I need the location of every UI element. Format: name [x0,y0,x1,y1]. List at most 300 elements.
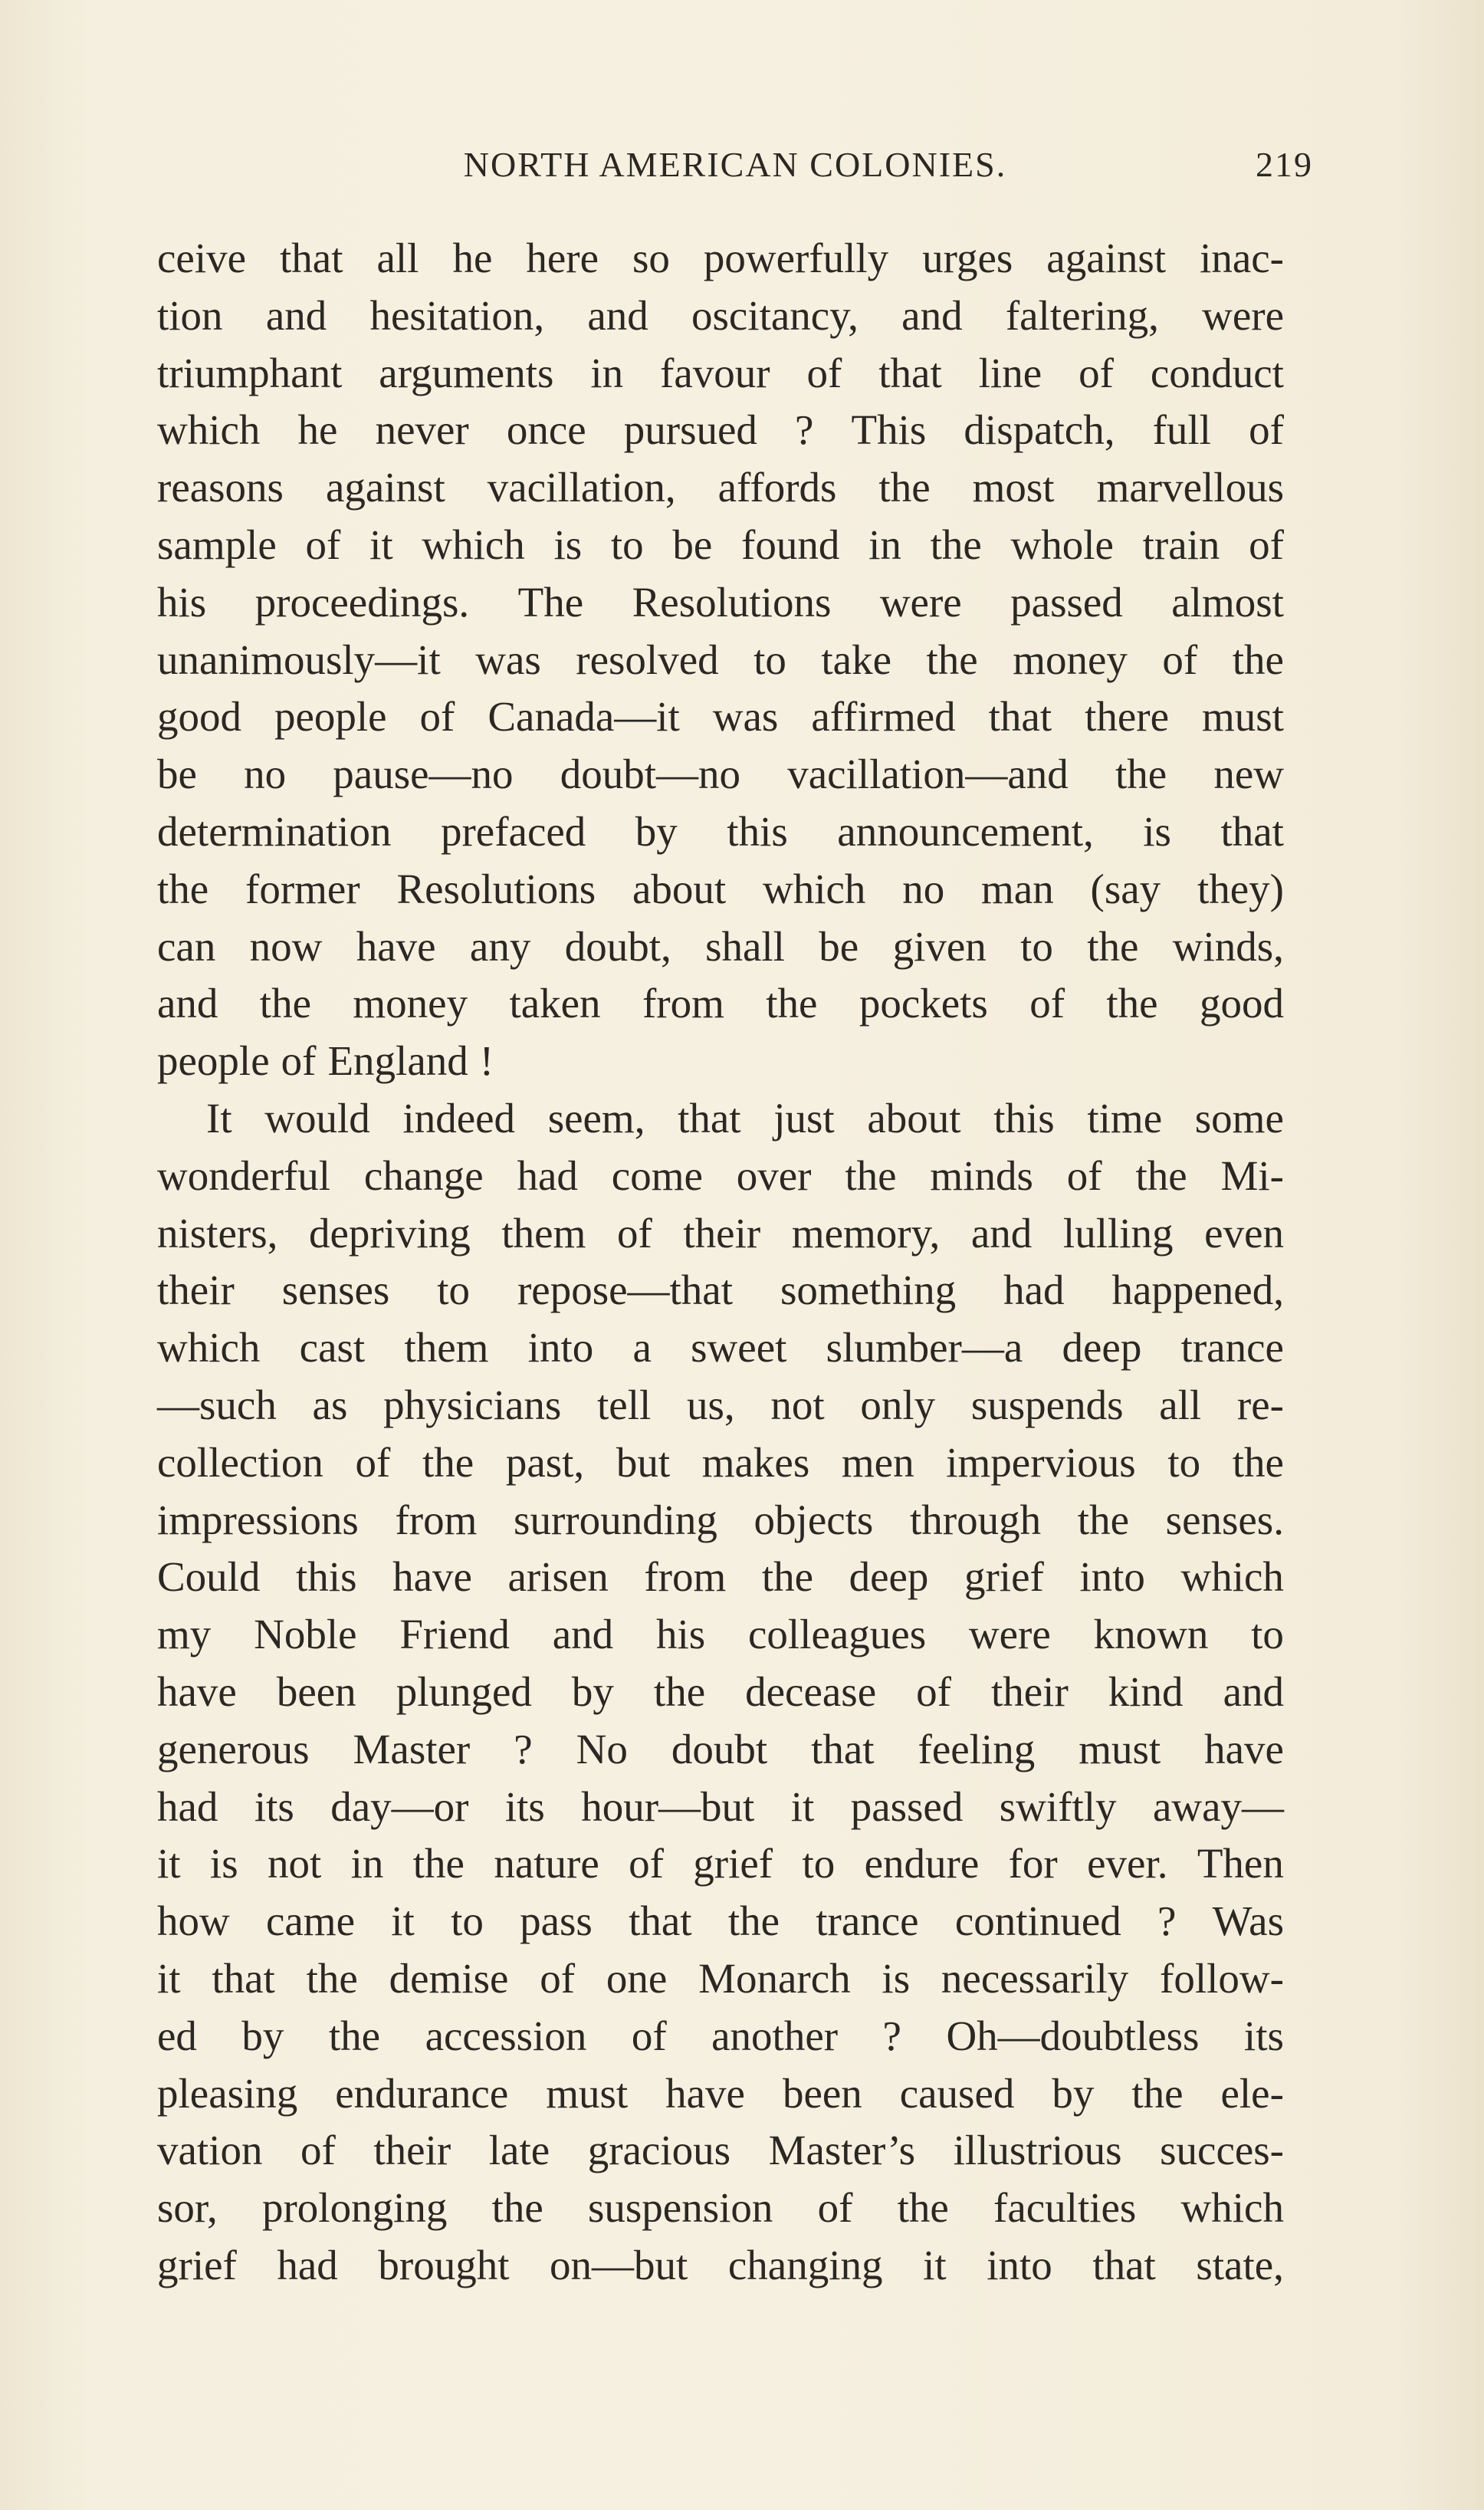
word: dispatch, [964,406,1115,454]
word: be [819,922,859,970]
text-line [157,1664,1284,1721]
word: must [1201,693,1284,741]
word: something [780,1266,957,1314]
word: shall [705,922,785,970]
word: no [902,865,945,912]
word: man [981,865,1054,912]
text-line [157,861,1284,918]
running-head [157,144,1313,198]
word: have [157,1667,237,1715]
word: all [1159,1381,1202,1428]
word: reasons [157,464,284,511]
word: the [1087,922,1139,970]
word: have [1204,1725,1284,1772]
word: former [245,865,360,912]
word: was [475,636,541,683]
text-line [157,287,1284,345]
word: the [412,1840,465,1887]
word: hour—but [581,1782,755,1830]
word: makes [701,1438,810,1486]
word: to [1251,1611,1284,1658]
word: senses. [1165,1496,1284,1543]
word: faltering, [1005,291,1159,339]
word: urges [922,235,1013,281]
word: into [1079,1553,1145,1601]
word: was [712,693,779,741]
word: only [860,1381,936,1428]
word: (say [1090,865,1161,912]
word: us, [687,1381,735,1428]
word: generous [157,1725,310,1772]
word: the [766,980,818,1027]
word: passed [1010,578,1123,626]
word: the [926,636,978,683]
word: prolonging [261,2184,448,2232]
word: almost [1171,578,1284,626]
word: the [653,1667,706,1715]
word: their [373,2127,451,2174]
word: Master’s [768,2127,916,2174]
word: train [1142,521,1220,568]
word: its [254,1782,294,1830]
word: doubt, [564,922,671,970]
word: by [1052,2069,1095,2117]
word: pass [520,1897,593,1945]
word: to [437,1266,471,1314]
word: here [526,235,599,281]
word: against [1046,235,1167,281]
word: the [491,2184,543,2232]
word: this [296,1553,357,1601]
word: Could [157,1553,261,1601]
word: Oh—doubtless [946,2012,1200,2059]
word: ! [479,1037,494,1085]
word: brought [378,2241,510,2288]
word: had [157,1782,218,1830]
word: Canada—it [488,693,680,741]
word: can [157,922,216,970]
word: pursued [623,406,757,454]
word: arguments [379,349,554,396]
word: and [265,291,327,339]
word: that [988,693,1052,741]
word: all [376,235,419,281]
word: of [300,2127,336,2174]
word: be [672,521,713,568]
text-line [157,918,1284,976]
word: of [806,349,842,396]
word: collection [157,1438,323,1486]
word: good [157,693,241,741]
word: illustrious [953,2127,1122,2174]
word: no [244,751,287,798]
word: the [1115,751,1167,798]
word: which [422,521,525,568]
word: just [773,1094,835,1142]
word: even [1204,1209,1284,1257]
word: his [655,1611,706,1658]
word: is [882,1954,911,2002]
word: come [611,1152,703,1199]
word: have [392,1553,472,1601]
word: of [817,2184,853,2232]
word: and [901,291,963,339]
word: nature [494,1840,599,1887]
text-line [157,574,1284,632]
word: never [375,406,469,454]
word: but [616,1438,671,1486]
word: a [632,1324,652,1372]
text-line [157,975,1284,1033]
word: away— [1152,1782,1284,1830]
word: came [265,1897,355,1945]
word: of [616,1209,652,1257]
word: them [501,1209,586,1257]
word: of [419,693,455,741]
word: some [1194,1094,1284,1142]
word: past, [505,1438,585,1486]
text-line [157,2122,1284,2180]
word: he [452,235,493,281]
word: of [629,1840,664,1887]
word: new [1213,751,1284,798]
word: and [970,1209,1033,1257]
page-number: 219 [1256,145,1313,184]
word: ? [514,1725,533,1772]
word: not [770,1381,825,1428]
word: is [553,521,583,568]
word: the [306,1954,358,2002]
word: trance [816,1897,919,1945]
word: of [281,1037,317,1085]
word: kind [1108,1667,1184,1715]
word: it [391,1897,415,1945]
word: which [1180,2184,1284,2232]
word: of [1162,636,1198,683]
word: the [1232,1438,1284,1486]
word: against [325,464,445,511]
word: is [209,1840,238,1887]
word: endurance [335,2069,509,2117]
word: by [241,2012,284,2059]
word: were [968,1611,1051,1658]
word: in [590,349,624,396]
word: to [610,521,644,568]
word: of [1066,1152,1102,1199]
word: they) [1197,865,1284,912]
word: and [552,1611,614,1658]
word: accession [425,2012,587,2059]
word: determination [157,807,392,855]
word: which [157,406,261,454]
word: Resolutions [632,578,832,626]
word: the [897,2184,949,2232]
word: Master [353,1725,471,1772]
word: people [274,693,387,741]
word: England [327,1037,468,1085]
word: people [157,1037,270,1085]
text-line [157,632,1284,689]
word: happened, [1111,1266,1284,1314]
word: the [845,1152,897,1199]
word: vacillation, [487,464,676,511]
text-line [157,1148,1284,1205]
text-line [157,1606,1284,1664]
word: once [506,406,586,454]
word: grief [157,2241,237,2288]
text-line [157,1205,1284,1263]
word: money [1013,636,1128,683]
word: doubt [671,1725,768,1772]
word: the [422,1438,474,1486]
word: the [328,2012,381,2059]
word: pleasing [157,2069,298,2117]
running-title: NORTH AMERICAN COLONIES. [463,145,1007,184]
word: whole [1010,521,1114,568]
text-line [157,2237,1284,2295]
word: deep [1062,1324,1142,1372]
word: money [353,980,468,1027]
word: that [678,1094,741,1142]
text-line [157,1835,1284,1893]
word: have [665,2069,745,2117]
word: the [1232,636,1284,683]
body-text [157,230,1284,2295]
word: of [355,1438,391,1486]
word: of [1249,521,1284,568]
word: Mi- [1220,1152,1284,1199]
word: from [642,980,724,1027]
text-line [157,1779,1284,1836]
word: his [157,578,207,626]
word: line [978,349,1042,396]
word: ever. [1087,1840,1168,1887]
word: and [587,291,648,339]
text-line [157,1090,1284,1148]
word: that [1092,2241,1156,2288]
text-line [157,1434,1284,1492]
word: of [540,1954,576,2002]
word: them [404,1324,489,1372]
word: in [868,521,901,568]
word: about [632,865,727,912]
word: that [629,1897,692,1945]
word: arisen [507,1553,609,1601]
word: ? [1157,1897,1177,1945]
word: deep [849,1553,929,1601]
text-line [157,2180,1284,2237]
word: seem, [547,1094,645,1142]
text-line [157,1262,1284,1319]
word: had [517,1152,578,1199]
word: pause—no [333,751,514,798]
word: any [469,922,531,970]
word: for [1008,1840,1058,1887]
word: were [1202,291,1284,339]
word: it [923,2241,947,2288]
word: affirmed [811,693,956,741]
word: senses [281,1266,390,1314]
word: taken [509,980,601,1027]
word: to [1020,922,1053,970]
word: by [635,807,678,855]
word: minds [930,1152,1033,1199]
word: nisters, [157,1209,278,1257]
word: by [571,1667,614,1715]
word: that [280,235,343,281]
word: unanimously—it [157,636,441,683]
word: affords [717,464,837,511]
word: in [350,1840,384,1887]
word: lulling [1062,1209,1174,1257]
word: resolved [576,636,719,683]
word: it [369,521,393,568]
word: favour [660,349,770,396]
word: now [249,922,323,970]
word: it [157,1954,181,2002]
word: of [1029,980,1065,1027]
word: had [1003,1266,1065,1314]
word: ? [882,2012,901,2059]
word: proceedings. [254,578,470,626]
word: suspension [587,2184,773,2232]
text-line [157,1377,1284,1434]
word: indeed [402,1094,516,1142]
word: state, [1196,2241,1284,2288]
word: No [576,1725,628,1772]
word: full [1152,406,1211,454]
word: Monarch [698,1954,851,2002]
word: plunged [396,1667,532,1715]
word: Friend [399,1611,510,1658]
word: into [527,1324,594,1372]
word: of [1249,406,1284,454]
word: necessarily [941,1954,1129,2002]
word: its [504,1782,545,1830]
word: prefaced [440,807,586,855]
word: colleagues [747,1611,927,1658]
word: about [867,1094,961,1142]
word: winds, [1172,922,1284,970]
word: follow- [1160,1954,1284,2002]
word: sweet [691,1324,787,1372]
word: doubt—no [560,751,740,798]
word: given [892,922,987,970]
word: suspends [970,1381,1124,1428]
word: their [157,1266,235,1314]
word: had [277,2241,338,2288]
word: ed [157,2012,197,2059]
word: must [546,2069,629,2117]
word: endure [864,1840,980,1887]
word: from [395,1496,478,1543]
word: repose—that [517,1266,733,1314]
text-line [157,1721,1284,1779]
word: Then [1197,1840,1284,1887]
word: known [1093,1611,1209,1658]
word: were [879,578,962,626]
word: sample [157,521,277,568]
word: impressions [157,1496,359,1543]
word: physicians [383,1381,562,1428]
text-line [157,459,1284,517]
word: the [930,521,982,568]
word: another [711,2012,839,2059]
word: from [644,1553,727,1601]
word: grief [693,1840,773,1887]
word: as [312,1381,348,1428]
word: memory, [791,1209,941,1257]
word: depriving [308,1209,471,1257]
word: and [157,980,218,1027]
text-line [157,1492,1284,1549]
word: their [990,1667,1069,1715]
word: it [790,1782,815,1830]
word: Noble [254,1611,357,1658]
word: caused [899,2069,1015,2117]
word: decease [745,1667,877,1715]
word: day—or [330,1782,469,1830]
word: swiftly [999,1782,1117,1830]
word: through [910,1496,1042,1543]
word: the [727,1897,780,1945]
text-line [157,230,1284,287]
word: been [782,2069,862,2117]
text-line [157,1549,1284,1606]
text-line [157,1033,1284,1090]
word: of [916,1667,951,1715]
word: ele- [1220,2069,1284,2117]
word: —such [157,1381,277,1428]
word: marvellous [1096,464,1284,511]
word: vacillation—and [787,751,1069,798]
word: there [1085,693,1169,741]
word: hesitation, [369,291,545,339]
word: succes- [1160,2127,1284,2174]
word: wonderful [157,1152,331,1199]
word: ceive [157,235,247,281]
word: how [157,1897,230,1945]
word: into [987,2241,1052,2288]
word: Resolutions [396,865,596,912]
word: ? [795,406,814,454]
word: time [1087,1094,1163,1142]
word: that [212,1954,275,2002]
word: changing [727,2241,883,2288]
word: surrounding [514,1496,717,1543]
word: trance [1180,1324,1284,1372]
word: faculties [993,2184,1137,2232]
word: that [1220,807,1284,855]
word: tell [597,1381,652,1428]
word: inac- [1200,235,1284,281]
word: change [363,1152,484,1199]
word: to [802,1840,836,1887]
word: the [1131,2069,1184,2117]
word: of [305,521,341,568]
text-line [157,2008,1284,2065]
word: its [1243,2012,1284,2059]
word: my [157,1611,212,1658]
word: objects [753,1496,874,1543]
word: so [632,235,670,281]
word: the [1077,1496,1129,1543]
word: to [1167,1438,1201,1486]
word: cast [299,1324,366,1372]
word: oscitancy, [691,291,859,339]
word: slumber—a [826,1324,1023,1372]
word: which [762,865,866,912]
